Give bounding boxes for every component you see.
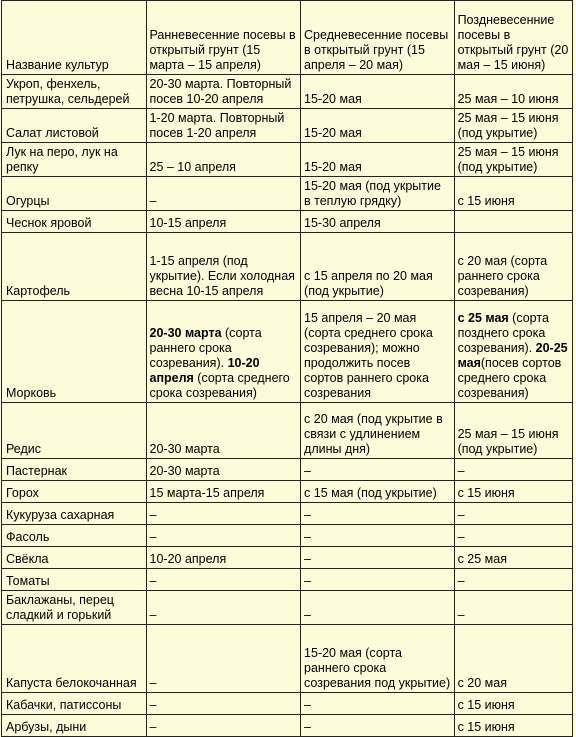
text-segment: – (149, 194, 157, 208)
table-row (2, 403, 573, 459)
text-segment: (сорта позднего срока созревания). (457, 311, 549, 355)
header-early-spring: Ранневесенние посевы в открытый грунт (15 марта – 15 апреля) (146, 1, 301, 75)
text-segment: с 20 мая (сорта раннего срока созревания) (457, 254, 548, 298)
text-segment: 20-30 марта (149, 464, 220, 478)
early-spring-cell (146, 693, 301, 715)
text-segment: 10-20 апреля (149, 552, 227, 566)
header-late-spring: Поздневесенние посевы в открытый грунт (20 мая – 15 июня) (454, 1, 572, 75)
mid-spring-cell (301, 143, 455, 177)
text-segment: – (149, 720, 157, 734)
crop-name-cell: Капуста белокочанная (2, 625, 147, 693)
text-segment: 25 мая – 15 июня (под укрытие) (457, 145, 559, 174)
text-segment: – (304, 464, 311, 478)
text-segment: с 25 мая (457, 552, 507, 566)
late-spring-cell (454, 177, 572, 211)
table-body (2, 75, 573, 737)
mid-spring-cell (301, 301, 455, 403)
text-segment: с 15 мая (под укрытие) (304, 486, 437, 500)
mid-spring-cell (301, 715, 455, 737)
early-spring-cell (146, 459, 301, 481)
table-row (2, 211, 573, 233)
table-row (2, 569, 573, 591)
text-segment: – (149, 508, 157, 522)
crop-name-cell: Кабачки, патиссоны (2, 693, 147, 715)
table-row (2, 301, 573, 403)
crop-name-cell: Редис (2, 403, 147, 459)
text-segment: – (304, 508, 311, 522)
sowing-table (1, 0, 573, 737)
text-segment: 20-30 марта. Повторный посев 10-20 апреля (149, 77, 292, 106)
text-segment: 10-15 апреля (149, 216, 227, 230)
bold-text-segment: 20-30 марта (149, 326, 222, 340)
text-segment: с 15 июня (457, 698, 515, 712)
early-spring-cell (146, 547, 301, 569)
early-spring-cell (146, 503, 301, 525)
late-spring-cell (454, 109, 572, 143)
crop-name-cell: Томаты (2, 569, 147, 591)
early-spring-cell (146, 143, 301, 177)
table-row (2, 503, 573, 525)
text-segment: 15 апреля – 20 мая (сорта среднего срока созревания); можно продолжить посев сортов раннего срока созревания (304, 311, 433, 400)
late-spring-cell (454, 693, 572, 715)
text-segment: (посев сортов среднего срока созревания) (457, 356, 562, 400)
crop-name-cell: Огурцы (2, 177, 147, 211)
mid-spring-cell (301, 569, 455, 591)
crop-name-cell: Чеснок яровой (2, 211, 147, 233)
late-spring-cell (454, 143, 572, 177)
text-segment: – (149, 608, 157, 622)
late-spring-cell (454, 459, 572, 481)
text-segment: – (457, 508, 465, 522)
late-spring-cell (454, 547, 572, 569)
text-segment: 15-20 мая (304, 160, 362, 174)
text-segment: (сорта раннего срока созревания). (149, 326, 262, 370)
late-spring-cell (454, 301, 572, 403)
text-segment: – (304, 530, 311, 544)
text-segment: 25 мая – 15 июня (под укрытие) (457, 111, 559, 140)
early-spring-cell (146, 301, 301, 403)
early-spring-cell (146, 715, 301, 737)
table-row (2, 693, 573, 715)
text-segment: – (304, 608, 311, 622)
crop-name-cell: Баклажаны, перец сладкий и горький (2, 591, 147, 625)
text-segment: с 15 июня (457, 194, 515, 208)
text-segment: 15-20 мая (под укрытие в теплую грядку) (304, 179, 441, 208)
text-segment: 15-20 мая (сорта раннего срока созревания под укрытие) (304, 646, 451, 690)
late-spring-cell (454, 625, 572, 693)
mid-spring-cell (301, 481, 455, 503)
early-spring-cell (146, 177, 301, 211)
late-spring-cell (454, 233, 572, 301)
table-row (2, 625, 573, 693)
text-segment: – (457, 464, 465, 478)
crop-name-cell: Лук на перо, лук на репку (2, 143, 147, 177)
late-spring-cell (454, 211, 572, 233)
text-segment: 15-30 апреля (304, 216, 381, 230)
mid-spring-cell (301, 591, 455, 625)
late-spring-cell (454, 503, 572, 525)
late-spring-cell (454, 525, 572, 547)
text-segment: 20-30 марта (149, 442, 220, 456)
text-segment: – (149, 698, 157, 712)
crop-name-cell: Укроп, фенхель, петрушка, сельдерей (2, 75, 147, 109)
text-segment: 25 мая – 15 июня (под укрытие) (457, 427, 559, 456)
table-row (2, 233, 573, 301)
text-segment: – (457, 574, 465, 588)
text-segment: – (149, 676, 157, 690)
early-spring-cell (146, 233, 301, 301)
early-spring-cell (146, 625, 301, 693)
table-row (2, 715, 573, 737)
table-row (2, 459, 573, 481)
crop-name-cell: Картофель (2, 233, 147, 301)
crop-name-cell: Арбузы, дыни (2, 715, 147, 737)
text-segment: с 15 июня (457, 720, 515, 734)
text-segment: – (149, 574, 157, 588)
late-spring-cell (454, 715, 572, 737)
mid-spring-cell (301, 503, 455, 525)
mid-spring-cell (301, 177, 455, 211)
header-row (2, 1, 573, 75)
text-segment: (сорта среднего срока созревания) (149, 371, 290, 400)
table-row (2, 109, 573, 143)
text-segment: с 15 апреля по 20 мая (под укрытие) (304, 269, 433, 298)
text-segment: – (304, 552, 311, 566)
bold-text-segment: 10-20 апреля (149, 356, 260, 385)
header-crop-name: Название культур (2, 1, 147, 75)
early-spring-cell (146, 569, 301, 591)
text-segment: – (457, 530, 465, 544)
crop-name-cell: Горох (2, 481, 147, 503)
text-segment: 25 мая – 10 июня (457, 92, 559, 106)
late-spring-cell (454, 569, 572, 591)
crop-name-cell: Салат листовой (2, 109, 147, 143)
text-segment: 15 марта-15 апреля (149, 486, 265, 500)
early-spring-cell (146, 481, 301, 503)
table-row (2, 547, 573, 569)
text-segment: – (457, 608, 465, 622)
crop-name-cell: Свёкла (2, 547, 147, 569)
text-segment: – (304, 574, 311, 588)
text-segment: 25 – 10 апреля (149, 160, 236, 174)
text-segment: – (304, 698, 311, 712)
crop-name-cell: Фасоль (2, 525, 147, 547)
mid-spring-cell (301, 233, 455, 301)
text-segment: с 15 июня (457, 486, 515, 500)
text-segment: 1-20 марта. Повторный посев 1-20 апреля (149, 111, 285, 140)
text-segment: 1-15 апреля (под укрытие). Если холодная весна 10-15 апреля (149, 254, 295, 298)
mid-spring-cell (301, 109, 455, 143)
mid-spring-cell (301, 547, 455, 569)
early-spring-cell (146, 75, 301, 109)
mid-spring-cell (301, 693, 455, 715)
bold-text-segment: 20-25 мая (457, 341, 568, 370)
mid-spring-cell (301, 403, 455, 459)
table-row (2, 481, 573, 503)
crop-name-cell: Кукуруза сахарная (2, 503, 147, 525)
early-spring-cell (146, 403, 301, 459)
table-row (2, 591, 573, 625)
early-spring-cell (146, 591, 301, 625)
text-segment: – (149, 530, 157, 544)
late-spring-cell (454, 403, 572, 459)
table-row (2, 177, 573, 211)
table-row (2, 143, 573, 177)
bold-text-segment: с 25 мая (457, 311, 509, 325)
early-spring-cell (146, 211, 301, 233)
text-segment: – (304, 720, 311, 734)
text-segment: с 20 мая (457, 676, 507, 690)
mid-spring-cell (301, 211, 455, 233)
text-segment: с 20 мая (под укрытие в связи с удлинением длины дня) (304, 412, 443, 456)
table-row (2, 75, 573, 109)
late-spring-cell (454, 481, 572, 503)
late-spring-cell (454, 591, 572, 625)
header-mid-spring: Средневесенние посевы в открытый грунт (15 апреля – 20 мая) (301, 1, 455, 75)
mid-spring-cell (301, 75, 455, 109)
text-segment: 15-20 мая (304, 126, 362, 140)
early-spring-cell (146, 109, 301, 143)
crop-name-cell: Морковь (2, 301, 147, 403)
mid-spring-cell (301, 459, 455, 481)
crop-name-cell: Пастернак (2, 459, 147, 481)
late-spring-cell (454, 75, 572, 109)
mid-spring-cell (301, 625, 455, 693)
text-segment: 15-20 мая (304, 92, 362, 106)
early-spring-cell (146, 525, 301, 547)
table-row (2, 525, 573, 547)
mid-spring-cell (301, 525, 455, 547)
